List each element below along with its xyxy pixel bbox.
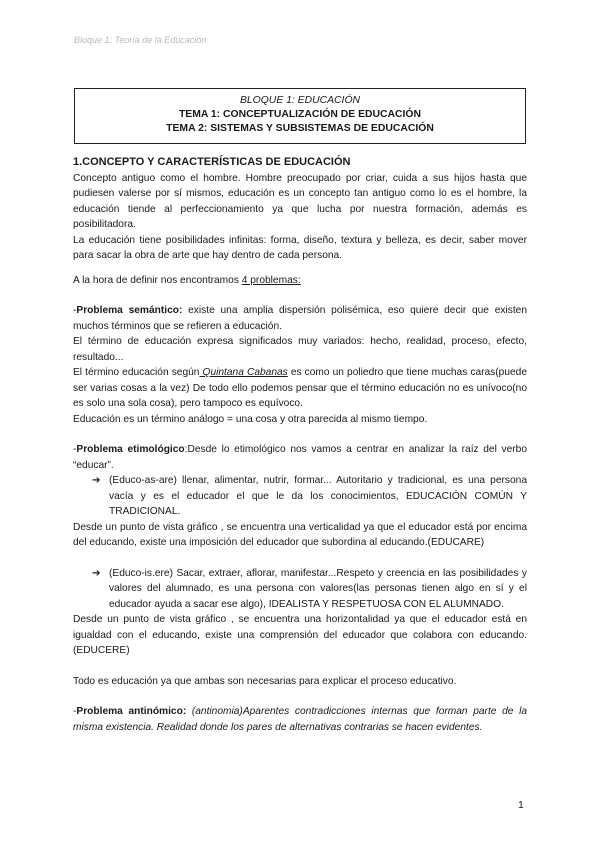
paragraph-problemas-intro: [73, 273, 527, 289]
semantico-text: existe una amplia dispersión polisémica, eso quiere decir que existen muchos términos que se refieren a educación.: [73, 305, 527, 332]
block-title: BLOQUE 1: EDUCACIÓN: [239, 95, 361, 106]
semantico-dash: -: [73, 305, 77, 316]
paragraph-semantico-4: Educación es un término análogo = una cosa y otra parecida al mismo tiempo.: [73, 413, 428, 425]
tema1-title: TEMA 1: CONCEPTUALIZACIÓN DE EDUCACIÓN: [178, 109, 422, 120]
arrow-icon: ➔: [92, 475, 101, 486]
title-box: [74, 88, 526, 144]
list-item-educere: [73, 566, 527, 613]
educere-text: (Educo-is.ere) Sacar, extraer, aflorar, manifestar...Respeto y creencia en las posibilidades y valores del alumnado, es una persona con valores(las personas tienen algo en sí y el educador ayuda a sacar ese algo), IDEALISTA Y RESPETUOSA CON EL ALUMNADO.: [109, 567, 527, 610]
semantico-3a: El término educación según: [73, 367, 200, 378]
paragraph-educere-grafico: Desde un punto de vista gráfico , se encuentra una horizontalidad ya que el educador está en igualdad con el educando, existe una comprensión del educador que colabora con educando.(EDUCERE): [73, 614, 527, 656]
semantico-label: Problema semántico:: [76, 305, 183, 316]
antinomico-text: (antinomia)Aparentes contradicciones internas que forman parte de la misma existencia. Realidad donde los pares de alternativas contrarias se hacen evidentes.: [73, 706, 528, 733]
semantico-3b: es como un poliedro que tiene muchas caras(puede ser varias cosas a la vez) De todo ello podemos pensar que el término educación no es unívoco(no es solo una sola cosa), pero tampoco es equívoco.: [73, 367, 527, 409]
author-name: Quintana Cabanas: [199, 367, 288, 378]
paragraph-etimologico: [73, 442, 527, 473]
tema2-title: TEMA 2: SISTEMAS Y SUBSISTEMAS DE EDUCACIÓN: [166, 123, 434, 134]
paragraph-posibilidades: La educación tiene posibilidades infinitas: forma, diseño, textura y belleza, es decir, saber mover para sacar la obra de arte que hay dentro de cada persona.: [73, 234, 527, 261]
section-heading: 1.CONCEPTO Y CARACTERÍSTICAS DE EDUCACIÓN: [73, 156, 351, 168]
paragraph-antinomico: [73, 704, 527, 735]
paragraph-concepto: Concepto antiguo como el hombre. Hombre preocupado por criar, cuida a sus hijos hasta que pudiesen valerse por sí mismos, educación es un concepto tan antiguo como lo es el hombre, la educación tiende al perfeccionamiento ya que lucha por nuestra formación, además es posibilitadora.: [73, 172, 527, 230]
list-item-educare: [73, 473, 527, 520]
antinomico-dash: -: [73, 706, 77, 717]
paragraph-semantico: [73, 303, 527, 334]
paragraph-semantico-3: [73, 365, 527, 412]
etimologico-intro: :Desde lo etimológico nos vamos a centrar en analizar la raíz del verbo “educar”.: [73, 444, 527, 471]
etimologico-dash: -: [73, 444, 77, 455]
paragraph-semantico-2: El término de educación expresa significados muy variados: hecho, realidad, proceso, efecto, resultado...: [73, 336, 527, 363]
document-body: [73, 155, 527, 735]
problemas-count-underlined: 4 problemas:: [241, 274, 301, 286]
running-header: Bloque 1: Teoría de la Educación: [74, 35, 207, 45]
antinomico-label: Problema antinómico:: [76, 706, 187, 717]
arrow-icon: ➔: [92, 567, 101, 579]
etimologico-label: Problema etimológico: [76, 444, 185, 455]
page-number: 1: [518, 799, 524, 811]
paragraph-educare-grafico: Desde un punto de vista gráfico , se encuentra una verticalidad ya que el educador está por encima del educando, existe una imposición del educador que subordina al educando.(EDUCARE): [73, 521, 527, 548]
problemas-intro-text: A la hora de definir nos encontramos: [73, 274, 242, 286]
educare-text: (Educo-as-are) llenar, alimentar, nutrir, formar... Autoritario y tradicional, es una persona vacía y es el educador el que le da los conocimientos, EDUCACIÓN COMÚN Y TRADICIONAL.: [109, 475, 527, 517]
paragraph-conclusion: Todo es educación ya que ambas son necesarias para explicar el proceso educativo.: [73, 675, 457, 687]
